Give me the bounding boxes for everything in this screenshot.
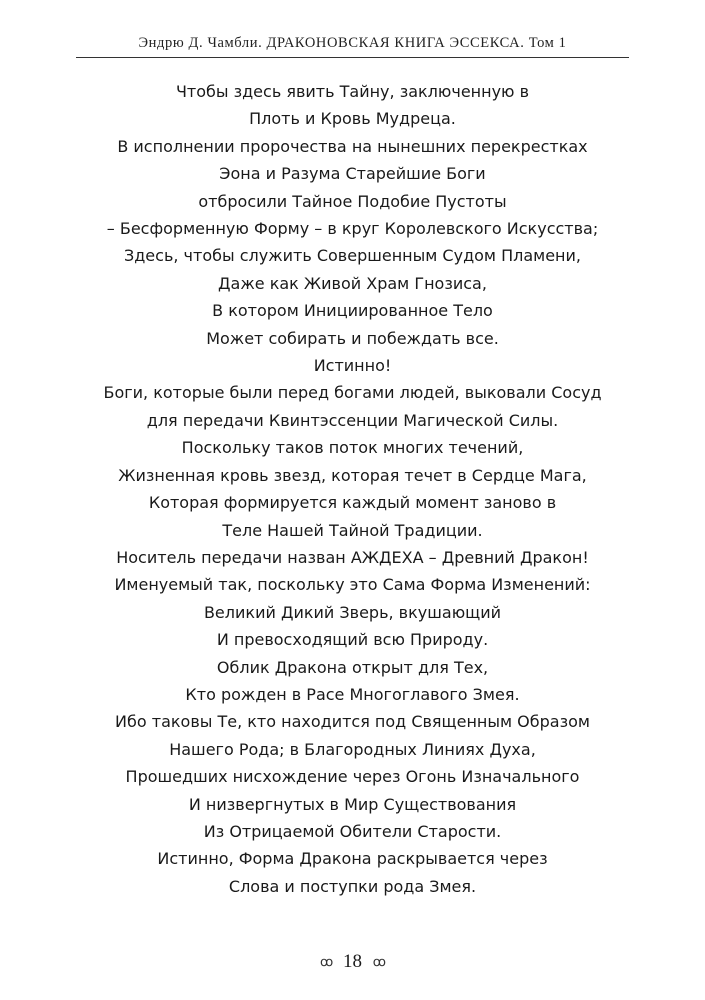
ornament-right-icon: ꝏ [372,953,385,969]
verse-line: Из Отрицаемой Обители Старости. [203,821,502,841]
verse-line: Великий Дикий Зверь, вкушающий [203,602,502,622]
page-number: 18 [343,950,362,972]
verse-line: Ибо таковы Те, кто находится под Священным Образом [115,712,590,732]
header-rule [76,57,629,58]
verse-line: Облик Дракона открыт для Тех, [216,657,489,677]
page-footer [0,950,705,973]
verse-line: Именуемый так, поскольку это Сама Форма Изменений: [114,575,591,595]
running-header: Эндрю Д. Чамбли. ДРАКОНОВСКАЯ КНИГА ЭССЕКСА. Том 1 [138,35,567,51]
verse-line: Носитель передачи назван АЖДЕХА – Древний Дракон! [116,547,589,567]
verse-line: Нашего Рода; в Благородных Линиях Духа, [169,739,536,759]
verse-line: – Бесформенную Форму – в круг Королевского Искусства; [106,219,599,239]
verse-line: Истинно, Форма Дракона раскрывается через [157,849,548,869]
verse-line: Поскольку таков поток многих течений, [181,438,524,458]
verse-line: Истинно! [313,356,392,376]
verse-line: Кто рожден в Расе Многоглавого Змея. [185,684,520,704]
verse-line: В исполнении пророчества на нынешних перекрестках [117,136,588,156]
verse-text [40,78,665,900]
verse-line: И низвергнутых в Мир Существования [188,794,517,814]
verse-line: для передачи Квинтэссенции Магической Силы. [146,410,559,430]
verse-line: Может собирать и побеждать все. [206,328,499,348]
verse-line: В котором Инициированное Тело [212,301,493,321]
verse-line: Которая формируется каждый момент заново в [148,493,557,513]
ornament-left-icon: ꝏ [320,953,333,969]
verse-line: Слова и поступки рода Змея. [228,876,477,896]
verse-line: Боги, которые были перед богами людей, выковали Сосуд [103,383,602,403]
verse-line: Жизненная кровь звезд, которая течет в Сердце Мага, [118,465,587,485]
verse-line: Прошедших нисхождение через Огонь Изначального [125,767,580,787]
verse-line: Даже как Живой Храм Гнозиса, [218,273,487,293]
verse-line: Плоть и Кровь Мудреца. [249,109,456,129]
verse-line: Эона и Разума Старейшие Боги [219,164,486,184]
verse-line: Чтобы здесь явить Тайну, заключенную в [175,82,530,101]
verse-line: Теле Нашей Тайной Традиции. [222,520,483,540]
verse-line: отбросили Тайное Подобие Пустоты [198,191,507,211]
verse-line: И превосходящий всю Природу. [216,630,489,650]
verse-line: Здесь, чтобы служить Совершенным Судом Пламени, [123,246,581,266]
